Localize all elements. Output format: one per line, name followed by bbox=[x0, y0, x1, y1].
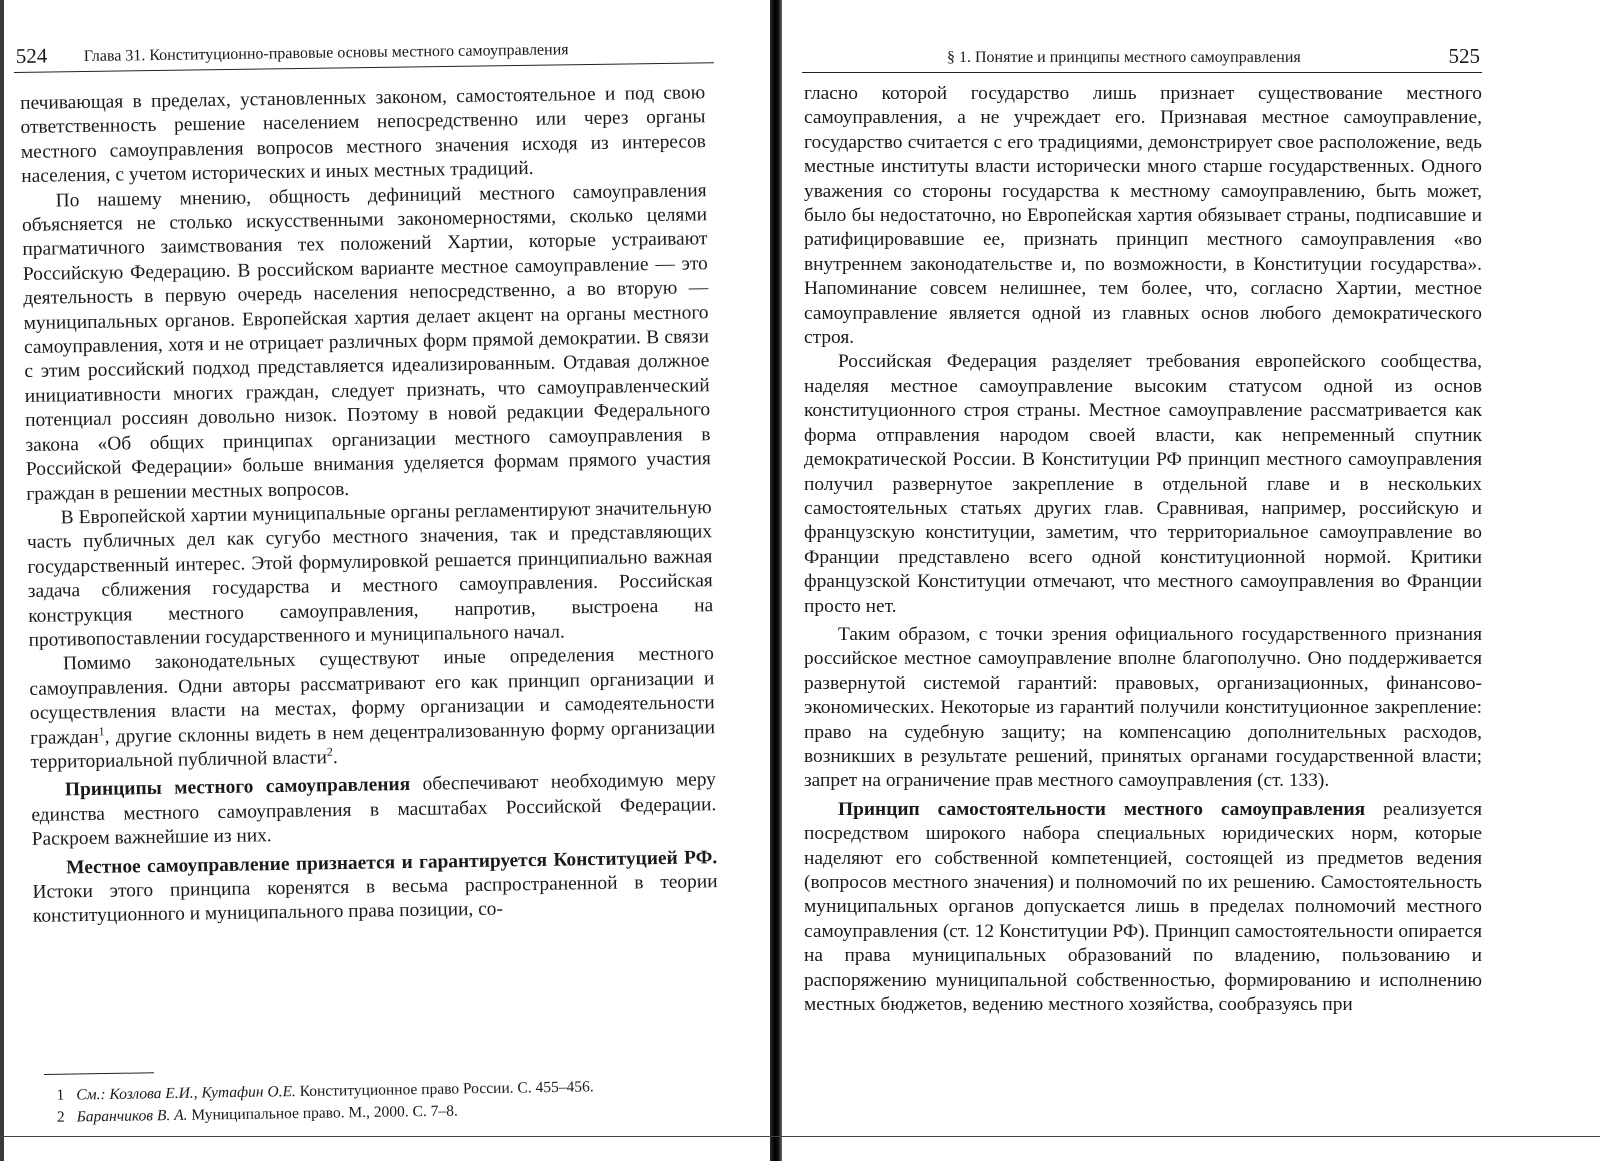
right-page bbox=[782, 0, 1600, 1161]
right-running-header bbox=[802, 44, 1482, 73]
right-page-number: 525 bbox=[1448, 44, 1480, 68]
paragraph: Помимо законодательных существуют иные определения местного самоуправления. Одни авторы рассматривают его как принцип организации и осуществления власти на местах, форму организации и самодеятельности граждан$^1$, другие склонны видеть в нем децентрализованную форму организации территориальной публичной власти$^2$. bbox=[29, 643, 716, 773]
right-body-text bbox=[804, 82, 1482, 1017]
left-header-title: Глава 31. Конституционно-правовые основы местного самоуправления bbox=[83, 41, 569, 66]
principle-heading: Принцип самостоятельности местного самоуправления bbox=[838, 798, 1366, 820]
principle-heading: Принципы местного самоуправления bbox=[64, 774, 411, 801]
paragraph: Российская Федерация разделяет требования европейского сообщества, наделяя местное самоуправление высоким статусом одной из основ конституционного строя страны. Местное самоуправление рассматривается как форма отправления народом своей власти, как непременный спутник демократической России. В Конституции РФ принцип местного самоуправления получил развернутое закрепление в отдельной главе и в нескольких самостоятельных статьях других глав. Сравнивая, например, российскую и французскую конституции, заметим, что территориальное самоуправление во Франции представлено всего одной конституционной нормой. Критики французской Конституции отмечают, что местного самоуправления во Франции просто нет. bbox=[804, 351, 1482, 617]
paragraph: гласно которой государство лишь признает существование местного самоуправления, а не учреждает его. Признавая местное самоуправление, государство считается с его традициями, демонстрирует свое расположение, ведь местные институты власти исторически много старше государственных. Одного уважения со стороны государства к местному самоуправлению, быть может, было бы недостаточно, но Европейская хартия обязывает страны, подписавшие и ратифицировавшие ее, признать принцип местного самоуправления «во внутреннем законодательстве и, по возможности, в Конституции государства». Напоминание совсем нелишнее, тем более, что, согласно Хартии, местное самоуправление является одной из главных основ любого демократического строя. bbox=[804, 83, 1482, 349]
footnote-divider bbox=[44, 1072, 154, 1075]
principle-heading: Местное самоуправление признается и гарантируется Конституцией РФ. bbox=[66, 846, 718, 878]
paragraph: Принцип самостоятельности местного самоуправления реализуется посредством широкого набора специальных юридических норм, которые наделяют его собственной компетенцией, состоящей из предметов ведения (вопросов местного значения) и полномочий по их решению. Самостоятельность муниципальных органов допускается лишь в пределах полномочий местного самоуправления (ст. 12 Конституции РФ). Принцип самостоятельности опирается на права муниципальных образований по владению, пользованию и распоряжению муниципальной собственностью, формированию и исполнению местных бюджетов, ведению местного хозяйства, сообразуясь при bbox=[804, 798, 1482, 1016]
paragraph: Таким образом, с точки зрения официального государственного признания российское местное самоуправление вполне благополучно. Оно поддерживается развернутой системой гарантий: правовых, организационных, финансово-экономических. Некоторые из гарантий получили конституционное закрепление: право на судебную защиту; на компенсацию дополнительных расходов, возникших в результате решений, принятых органами государственной власти; запрет на ограничение прав местного самоуправления (ст. 133). bbox=[804, 623, 1482, 792]
paragraph: Принципы местного самоуправления обеспечивают необходимую меру единства местного самоуправления в масштабах Российской Федерации. Раскроем важнейшие из них. bbox=[31, 769, 717, 851]
left-page-number: 524 bbox=[15, 43, 48, 68]
footnotes bbox=[44, 1063, 725, 1129]
paragraph: По нашему мнению, общность дефиниций местного самоуправления объясняется не столько искусственными закономерностями, сколько целями прагматичного заимствования тех положений Хартии, которые устраивают Российскую Федерацию. В российском варианте местное самоуправление — это деятельность в первую очередь населения непосредственно, а во вторую — муниципальных органов. Европейская хартия делает акцент на органы местного самоуправления, хотя и не отрицает различных форм прямой демократии. В связи с этим российский подход представляется идеализированным. Отдавая должное инициативности многих граждан, следует признать, что самоуправленческий потенциал россиян довольно низок. Поэтому в новой редакции Федерального закона «Об общих принципах организации местного самоуправления в Российской Федерации» больше внимания уделяется формам прямого участия граждан в решении местных вопросов. bbox=[21, 179, 712, 505]
left-running-header bbox=[14, 34, 714, 73]
footnote-ref: 1 bbox=[98, 723, 105, 738]
footnote: 2 Баранчиков В. А. Муниципальное право. М., 2000. С. 7–8. bbox=[56, 1102, 458, 1126]
right-header-title: § 1. Понятие и принципы местного самоуправления bbox=[947, 49, 1301, 66]
left-page bbox=[0, 0, 770, 1161]
footnote: 1 См.: Козлова Е.И., Кутафин О.Е. Конституционное право России. С. 455–456. bbox=[56, 1078, 594, 1104]
scan-bottom-edge bbox=[0, 1136, 1600, 1137]
left-body-text bbox=[20, 81, 718, 929]
footnote-ref: 2 bbox=[326, 744, 333, 759]
paragraph: В Европейской хартии муниципальные органы регламентируют значительную часть публичных дел как сугубо местного значения, так и представляющих государственный интерес. Этой формулировкой решается принципиально важная задача сближения государства и местного самоуправления. Российская конструкция местного самоуправления, напротив, выстроена на противопоставлении государственного и муниципального начал. bbox=[26, 497, 714, 651]
book-gutter bbox=[770, 0, 782, 1161]
paragraph: Местное самоуправление признается и гарантируется Конституцией РФ. Истоки этого принципа коренятся в весьма распространенной в теории конституционного и муниципального права позиции, со- bbox=[32, 846, 718, 928]
paragraph: печивающая в пределах, установленных законом, самостоятельное и под свою ответственность решение населением непосредственно или через органы местного самоуправления вопросов местного значения исходя из интересов населения, с учетом исторических и иных местных традиций. bbox=[20, 82, 707, 188]
